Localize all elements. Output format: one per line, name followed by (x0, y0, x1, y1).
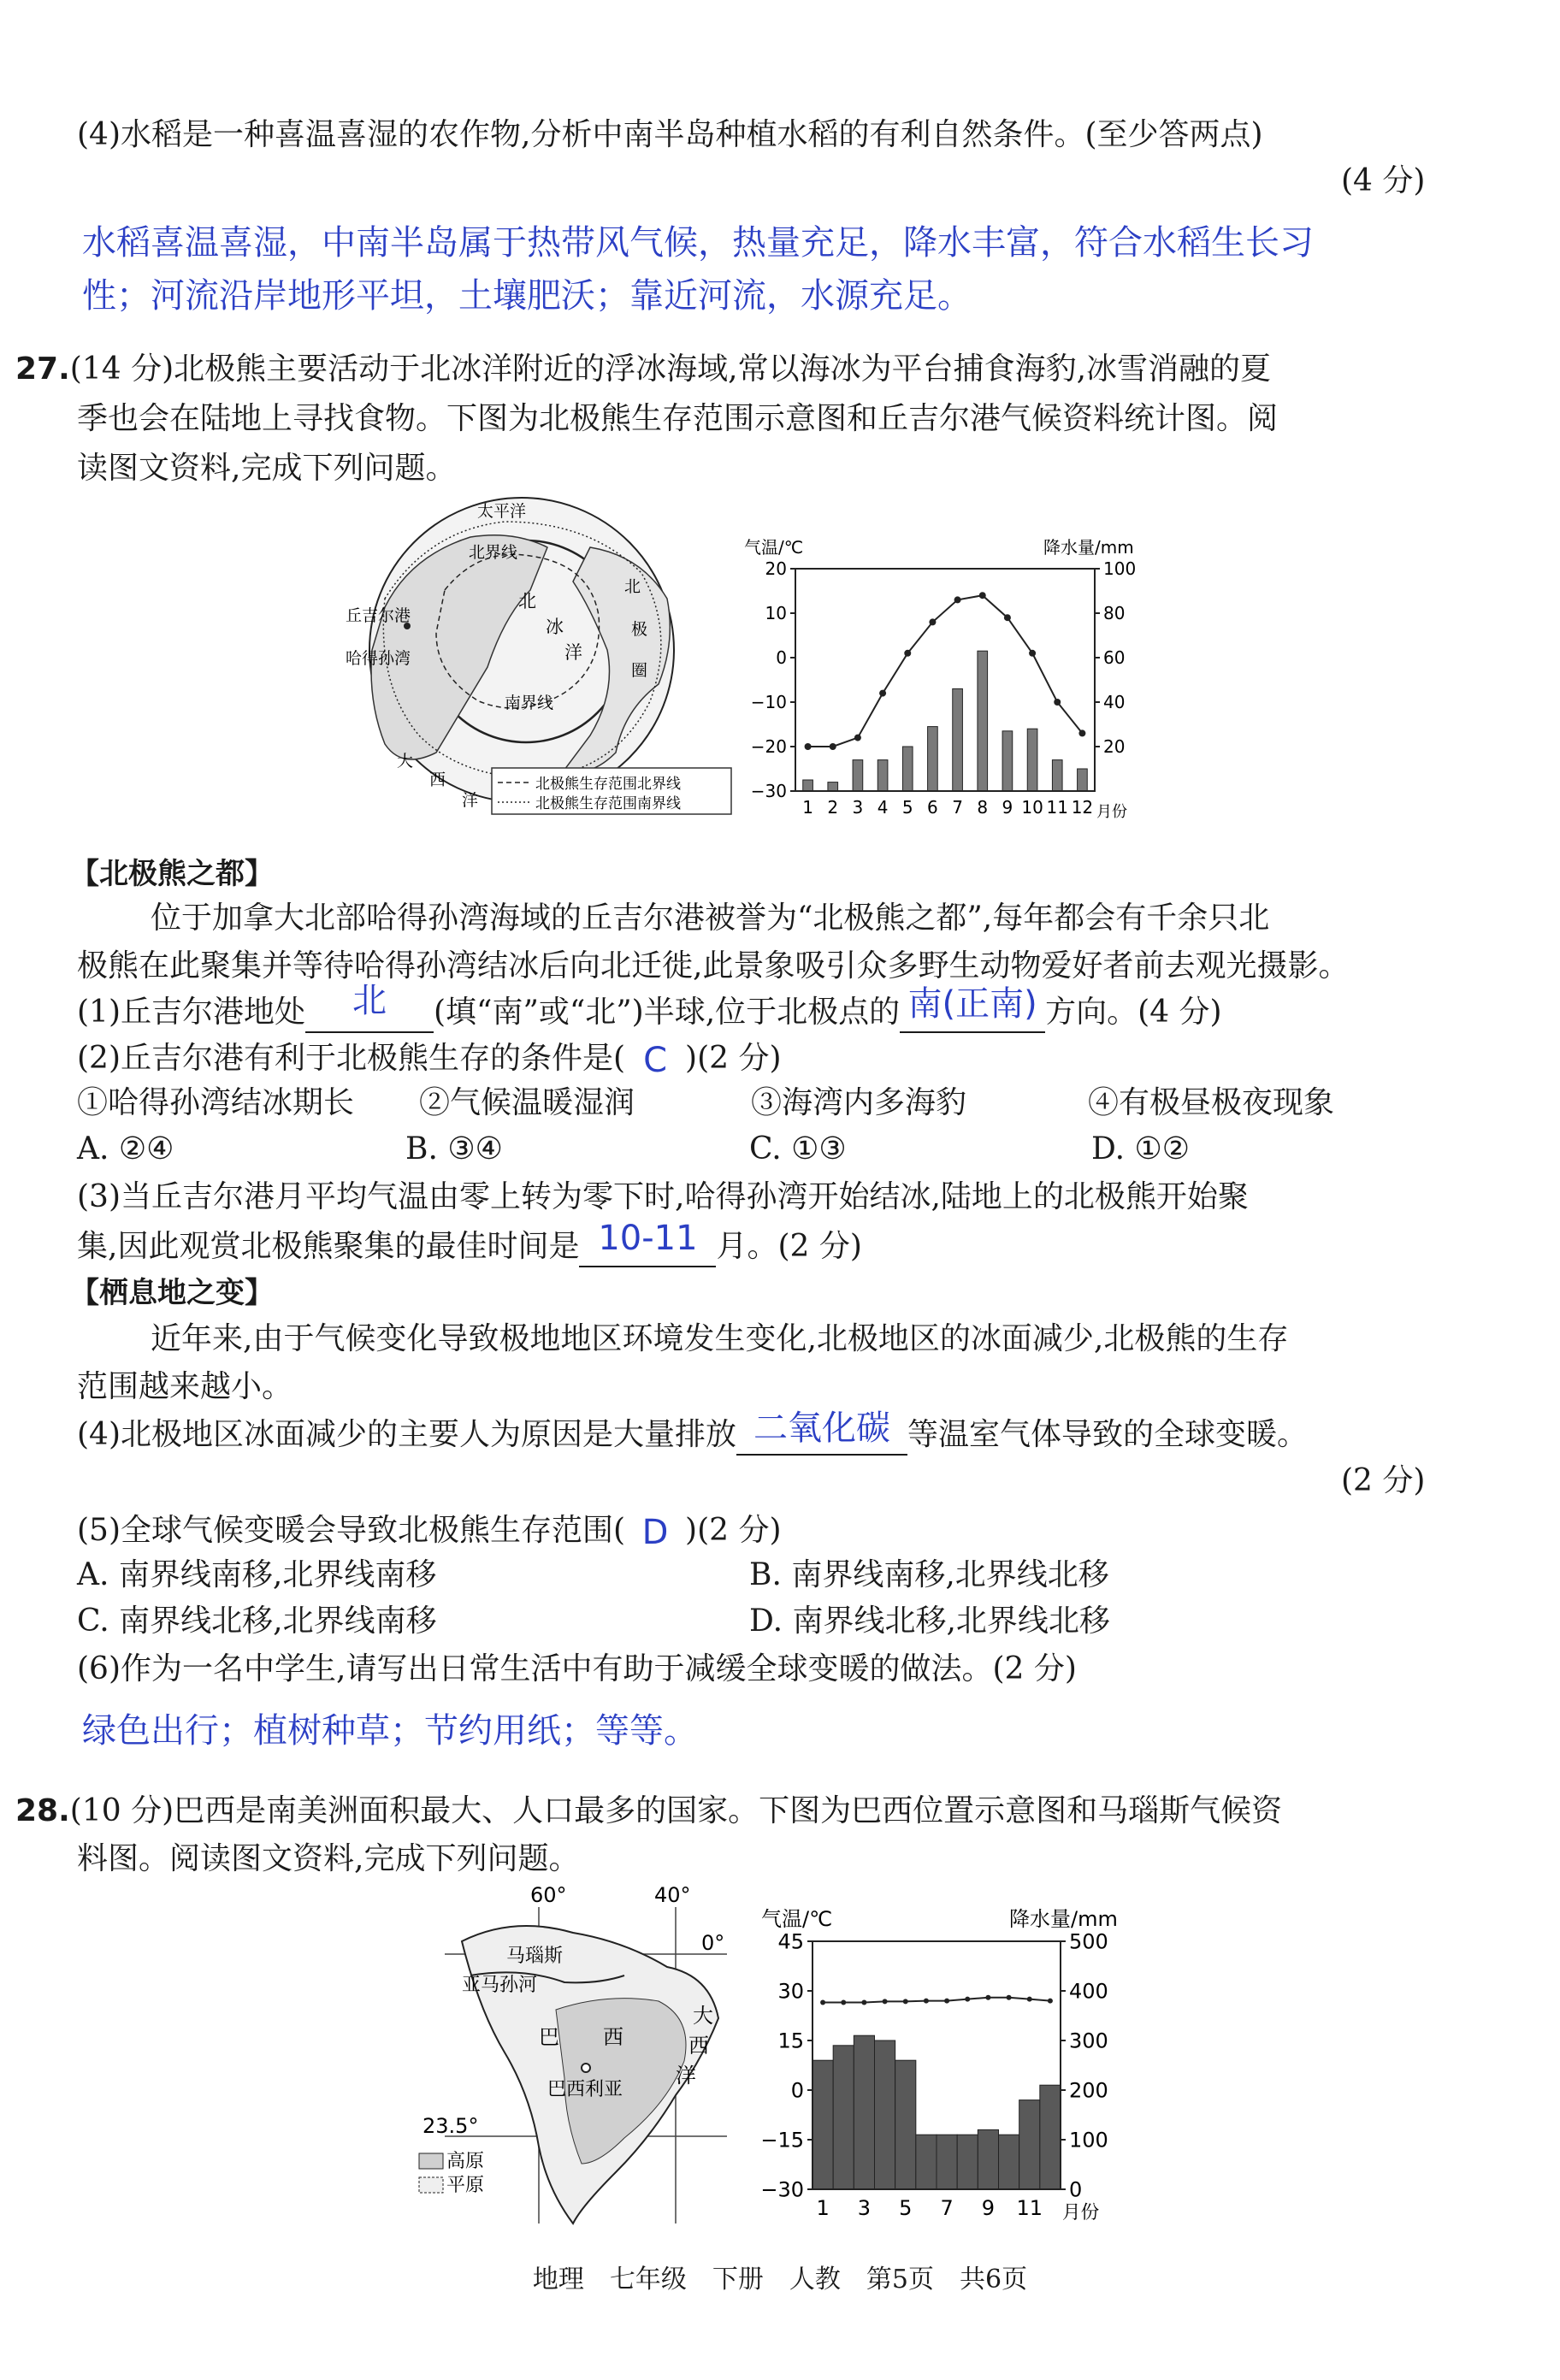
label-pacific: 太平洋 (477, 502, 527, 521)
tick-label-right-4: 100 (1069, 2128, 1108, 2153)
x-tick-12: 12 (1071, 797, 1094, 818)
q27-number: 27. (15, 351, 70, 387)
precip-bar-4 (875, 2040, 895, 2189)
temperature-line (808, 595, 1083, 747)
label-brazil-2: 西 (603, 2025, 623, 2049)
q27-5 (77, 1510, 782, 1550)
xlabel: 月份 (1096, 803, 1127, 821)
x-tick-7: 7 (940, 2196, 954, 2220)
legend-plain-label: 平原 (446, 2175, 485, 2196)
temperature-point-12 (1048, 1999, 1053, 2004)
label-atlantic-1: 大 (693, 2004, 713, 2028)
label-atlantic-2: 西 (688, 2034, 709, 2058)
x-tick-1: 1 (816, 2196, 830, 2220)
section-polar-bear-capital: 【北极熊之都】 (70, 857, 274, 891)
tick-label-left-0: 20 (765, 558, 787, 579)
precip-bar-9 (1002, 731, 1013, 791)
tick-label-right-0: 100 (1103, 558, 1137, 579)
tick-label-right-2: 60 (1103, 647, 1126, 668)
legend-plateau-label: 高原 (446, 2151, 485, 2172)
temperature-point-5 (904, 650, 911, 657)
tick-label-left-4: −15 (760, 2128, 804, 2153)
temperature-point-4 (883, 1999, 888, 2004)
temperature-point-7 (944, 1999, 949, 2004)
q27-2-text-b: )(2 分) (685, 1041, 782, 1076)
q27-2-opt3: ③海湾内多海豹 (751, 1085, 967, 1120)
churchill-climate-chart (736, 517, 1163, 830)
q27-6-answer: 绿色出行；植树种草；节约用纸；等等。 (82, 1711, 698, 1751)
temperature-point-11 (1054, 699, 1061, 706)
arctic-map (334, 496, 736, 821)
ylabel-left: 气温/℃ (761, 1907, 833, 1931)
x-tick-9: 9 (1002, 797, 1013, 818)
q27-4-text-a: (4)北极地区冰面减少的主要人为原因是大量排放 (77, 1417, 736, 1452)
x-tick-11: 11 (1016, 2196, 1043, 2220)
q27-4-blank (736, 1409, 907, 1456)
precip-bar-5 (902, 747, 913, 791)
precip-bar-6 (916, 2135, 937, 2189)
q26-4-answer-line2: 性；河流沿岸地形平坦，土壤肥沃；靠近河流，水源充足。 (82, 276, 972, 316)
label-atlantic-2: 西 (429, 771, 446, 789)
precip-bar-7 (953, 688, 963, 791)
label-lat235: 23.5° (422, 2114, 479, 2138)
tick-label-left-2: 0 (776, 647, 787, 668)
label-arctic-1: 北 (518, 591, 536, 611)
tick-label-right-2: 300 (1069, 2029, 1108, 2053)
q27-2-text-a: (2)丘吉尔港有利于北极熊生存的条件是( (77, 1041, 626, 1076)
tick-label-left-5: −30 (760, 2177, 804, 2202)
q27-4-answer: 二氧化碳 (753, 1409, 890, 1448)
q27-intro-line2: 季也会在陆地上寻找食物。下图为北极熊生存范围示意图和丘吉尔港气候资料统计图。阅 (77, 401, 1279, 436)
para2-line1: 近年来,由于气候变化导致极地地区环境发生变化,北极地区的冰面减少,北极熊的生存 (151, 1321, 1289, 1356)
q27-5-text-a: (5)全球气候变暖会导致北极熊生存范围( (77, 1513, 626, 1548)
q27-1-answer2: 南(正南) (907, 984, 1037, 1024)
label-atlantic-3: 洋 (462, 791, 479, 810)
section-habitat-change: 【栖息地之变】 (70, 1276, 274, 1310)
page-footer: 地理 七年级 下册 人教 第5页 共6页 (532, 2265, 1028, 2294)
tick-label-right-3: 40 (1103, 692, 1126, 712)
temperature-point-1 (805, 743, 812, 750)
tick-label-right-1: 80 (1103, 603, 1126, 623)
precip-bar-11 (1052, 760, 1062, 791)
tick-label-left-3: −10 (750, 692, 787, 712)
q27-4-score: (2 分) (1341, 1463, 1426, 1498)
label-south-line: 南界线 (505, 694, 554, 712)
ylabel-right: 降水量/mm (1043, 537, 1134, 558)
label-arctic-2: 冰 (546, 617, 564, 637)
q27-5-answer: D (641, 1513, 669, 1552)
temperature-point-6 (929, 618, 936, 625)
legend-plateau-swatch (419, 2153, 443, 2169)
q27-intro-line1 (15, 351, 1271, 388)
tick-label-left-2: 15 (777, 2029, 804, 2053)
label-lon60: 60° (530, 1883, 567, 1907)
precip-bar-11 (1019, 2100, 1040, 2189)
temperature-point-4 (879, 690, 886, 697)
q27-1-text-b: (填“南”或“北”)半球,位于北极点的 (434, 995, 901, 1030)
tick-label-left-3: 0 (790, 2078, 804, 2103)
label-churchill: 丘吉尔港 (346, 606, 411, 625)
x-tick-5: 5 (899, 2196, 913, 2220)
q27-2 (77, 1038, 782, 1078)
manaus-climate-chart (744, 1894, 1146, 2236)
q28-intro-line1 (15, 1792, 1282, 1830)
x-tick-3: 3 (852, 797, 864, 818)
temperature-point-8 (965, 1997, 970, 2002)
label-hudson: 哈得孙湾 (346, 649, 411, 668)
precip-bar-5 (895, 2060, 916, 2189)
legend-north-label: 北极熊生存范围北界线 (535, 776, 681, 793)
q27-1-blank2 (900, 984, 1045, 1033)
para1-line2: 极熊在此聚集并等待哈得孙湾结冰后向北迁徙,此景象吸引众多野生动物爱好者前去观光摄影。 (77, 948, 1350, 983)
q26-4-score: (4 分) (1341, 163, 1426, 198)
para1-line1: 位于加拿大北部哈得孙湾海域的丘吉尔港被誉为“北极熊之都”,每年都会有千余只北 (151, 901, 1270, 936)
tick-label-left-5: −30 (750, 781, 787, 801)
temperature-point-11 (1027, 1997, 1032, 2002)
label-circle-3: 圈 (631, 661, 648, 680)
label-arctic-3: 洋 (564, 642, 582, 663)
tick-label-right-0: 500 (1069, 1929, 1108, 1954)
tick-label-left-0: 45 (777, 1929, 804, 1954)
q27-3-answer: 10-11 (598, 1219, 698, 1258)
para2-line2: 范围越来越小。 (77, 1369, 293, 1404)
precip-bar-8 (957, 2135, 978, 2189)
q27-intro-text1: (14 分)北极熊主要活动于北冰洋附近的浮冰海域,常以海冰为平台捕食海豹,冰雪消融的夏 (69, 351, 1272, 387)
brazil-map (411, 1881, 753, 2232)
q28-intro-line2: 料图。阅读图文资料,完成下列问题。 (77, 1841, 580, 1876)
temperature-point-9 (1004, 614, 1011, 621)
label-circle-1: 北 (624, 577, 641, 596)
legend-plain-swatch (419, 2177, 443, 2193)
precip-bar-9 (978, 2129, 998, 2189)
precip-bar-1 (803, 780, 813, 791)
tick-label-left-4: −20 (750, 736, 787, 757)
x-tick-6: 6 (927, 797, 938, 818)
tick-label-left-1: 30 (777, 1979, 804, 2004)
q27-5-choice-d: D. 南界线北移,北界线北移 (749, 1603, 1110, 1639)
q27-intro-line3: 读图文资料,完成下列问题。 (77, 451, 457, 486)
label-atlantic-1: 大 (397, 752, 414, 771)
tick-label-right-4: 20 (1103, 736, 1126, 757)
xlabel: 月份 (1062, 2202, 1100, 2223)
ylabel-left: 气温/℃ (744, 537, 804, 558)
precip-bar-1 (812, 2060, 833, 2189)
legend-south-label: 北极熊生存范围南界线 (535, 795, 681, 812)
q27-1-text-c: 方向。(4 分) (1045, 995, 1222, 1030)
q27-2-choice-c: C. ①③ (749, 1131, 847, 1166)
x-tick-8: 8 (977, 797, 989, 818)
precip-bar-8 (978, 651, 988, 791)
x-tick-11: 11 (1046, 797, 1068, 818)
tick-label-right-1: 400 (1069, 1979, 1108, 2004)
q28-intro-text1: (10 分)巴西是南美洲面积最大、人口最多的国家。下图为巴西位置示意图和马瑙斯气候资 (69, 1793, 1283, 1828)
x-tick-10: 10 (1021, 797, 1043, 818)
temperature-point-3 (854, 735, 861, 741)
temperature-point-2 (830, 743, 836, 750)
temperature-point-6 (924, 1999, 929, 2004)
label-lat0: 0° (701, 1931, 725, 1955)
temperature-point-7 (954, 596, 961, 603)
precip-bar-6 (928, 727, 938, 791)
q27-2-answer: C (643, 1041, 668, 1080)
label-north-line: 北界线 (469, 543, 518, 562)
label-brasilia: 巴西利亚 (547, 2079, 623, 2100)
x-tick-4: 4 (877, 797, 889, 818)
q26-4-answer-line1: 水稻喜温喜湿，中南半岛属于热带风气候，热量充足，降水丰富，符合水稻生长习 (82, 223, 1314, 263)
temperature-point-5 (903, 1999, 908, 2004)
q27-5-choice-a: A. 南界线南移,北界线南移 (77, 1557, 437, 1592)
q27-3-line1: (3)当丘吉尔港月平均气温由零上转为零下时,哈得孙湾开始结冰,陆地上的北极熊开始聚 (77, 1179, 1249, 1214)
q27-3-text-a: 集,因此观赏北极熊聚集的最佳时间是 (77, 1229, 580, 1264)
temperature-point-9 (985, 1995, 990, 2000)
precip-bar-10 (1027, 729, 1037, 791)
q27-2-choice-d: D. ①② (1091, 1131, 1191, 1166)
q27-1-answer1: 北 (352, 981, 387, 1020)
temperature-line (823, 1998, 1050, 2003)
temperature-point-8 (979, 592, 986, 599)
x-tick-2: 2 (827, 797, 839, 818)
temperature-point-10 (1029, 650, 1036, 657)
brasilia-dot (582, 2064, 590, 2072)
precip-bar-2 (833, 2046, 854, 2189)
precip-bar-7 (937, 2135, 957, 2189)
q27-2-opt1: ①哈得孙湾结冰期长 (77, 1085, 355, 1120)
temperature-point-12 (1078, 729, 1085, 736)
q27-2-opt2: ②气候温暖湿润 (419, 1085, 635, 1120)
precip-bar-4 (878, 760, 888, 791)
label-atlantic-3: 洋 (676, 2064, 696, 2088)
q27-5-choice-c: C. 南界线北移,北界线南移 (77, 1603, 437, 1639)
label-amazon: 亚马孙河 (462, 1975, 538, 1996)
temperature-point-10 (1007, 1995, 1012, 2000)
q27-4 (77, 1409, 1309, 1456)
ylabel-right: 降水量/mm (1009, 1907, 1118, 1931)
tick-label-left-1: 10 (765, 603, 787, 623)
q26-4-question: (4)水稻是一种喜温喜湿的农作物,分析中南半岛种植水稻的有利自然条件。(至少答两点) (77, 117, 1263, 152)
temperature-point-2 (841, 2000, 846, 2005)
q27-2-opt4: ④有极昼极夜现象 (1088, 1085, 1335, 1120)
x-tick-5: 5 (901, 797, 913, 818)
precip-bar-3 (854, 2035, 874, 2189)
plot-frame (795, 569, 1095, 791)
q27-6: (6)作为一名中学生,请写出日常生活中有助于减缓全球变暖的做法。(2 分) (77, 1651, 1077, 1686)
q27-2-choice-b: B. ③④ (405, 1131, 503, 1166)
precip-bar-12 (1040, 2085, 1061, 2189)
tick-label-right-5: 0 (1069, 2177, 1083, 2202)
precip-bar-10 (999, 2135, 1019, 2189)
q27-1 (77, 981, 1222, 1033)
temperature-point-1 (820, 2000, 825, 2005)
q27-3-blank (579, 1219, 716, 1267)
q27-5-choice-b: B. 南界线南移,北界线北移 (749, 1557, 1109, 1592)
q27-2-choice-a: A. ②④ (77, 1131, 174, 1166)
q27-5-text-b: )(2 分) (685, 1513, 782, 1548)
label-circle-2: 极 (631, 620, 648, 639)
label-lon40: 40° (654, 1883, 691, 1907)
x-tick-7: 7 (952, 797, 963, 818)
label-manaus: 马瑙斯 (506, 1946, 564, 1967)
x-tick-3: 3 (857, 2196, 872, 2220)
q27-4-text-b: 等温室气体导致的全球变暖。 (907, 1417, 1309, 1452)
x-tick-9: 9 (981, 2196, 996, 2220)
precip-bar-3 (853, 760, 863, 791)
q27-1-text-a: (1)丘吉尔港地处 (77, 995, 305, 1030)
x-tick-1: 1 (802, 797, 813, 818)
precip-bar-2 (828, 783, 838, 791)
precip-bar-12 (1078, 769, 1088, 791)
tick-label-right-3: 200 (1069, 2078, 1108, 2103)
q27-3-line2 (77, 1219, 862, 1267)
q27-1-blank1 (305, 981, 434, 1033)
q28-number: 28. (15, 1793, 70, 1828)
q27-3-text-b: 月。(2 分) (716, 1229, 862, 1264)
temperature-point-3 (861, 2000, 866, 2005)
label-brazil-1: 巴 (539, 2025, 559, 2049)
